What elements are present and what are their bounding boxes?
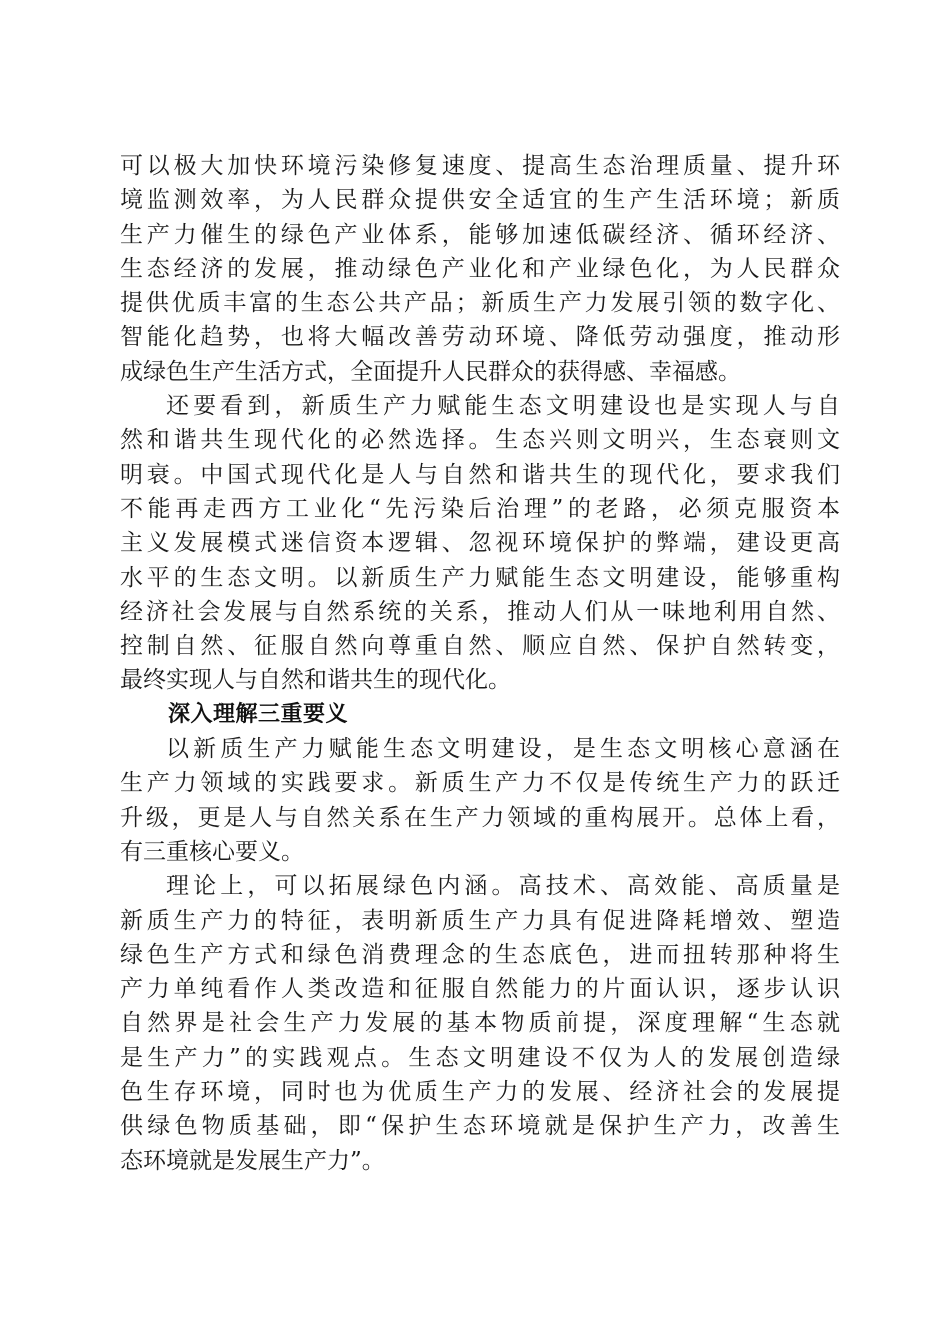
text-line: 经济社会发展与自然系统的关系，推动人们从一味地利用自然、 [120, 598, 840, 625]
text-line: 主义发展模式迷信资本逻辑、忽视环境保护的弊端，建设更高 [120, 530, 840, 557]
text-line: 有三重核心要义。 [120, 838, 304, 865]
text-line: 理论上，可以拓展绿色内涵。高技术、高效能、高质量是 [166, 873, 840, 900]
text-line: 成绿色生产生活方式，全面提升人民群众的获得感、幸福感。 [120, 358, 741, 385]
paragraph-2 [120, 389, 840, 698]
text-line: 最终实现人与自然和谐共生的现代化。 [120, 667, 511, 694]
text-line: 控制自然、征服自然向尊重自然、顺应自然、保护自然转变， [120, 633, 840, 660]
text-line: 生产力催生的绿色产业体系，能够加速低碳经济、循环经济、 [120, 221, 840, 248]
text-line: 产力单纯看作人类改造和征服自然能力的片面认识，逐步认识 [120, 976, 840, 1003]
paragraph-4 [120, 869, 840, 1178]
text-line: 明衰。中国式现代化是人与自然和谐共生的现代化，要求我们 [120, 461, 840, 488]
text-line: 升级，更是人与自然关系在生产力领域的重构展开。总体上看， [120, 804, 840, 831]
text-line: 然和谐共生现代化的必然选择。生态兴则文明兴，生态衰则文 [120, 427, 840, 454]
text-line: 新质生产力的特征，表明新质生产力具有促进降耗增效、塑造 [120, 907, 840, 934]
text-line: 生态经济的发展，推动绿色产业化和产业绿色化，为人民群众 [120, 255, 840, 282]
text-line: 智能化趋势，也将大幅改善劳动环境、降低劳动强度，推动形 [120, 324, 840, 351]
section-heading: 深入理解三重要义 [168, 701, 349, 727]
paragraph-3 [120, 732, 840, 869]
text-line: 不能再走西方工业化“先污染后治理”的老路，必须克服资本 [120, 495, 840, 522]
document-page [120, 149, 840, 1178]
text-line: 境监测效率，为人民群众提供安全适宜的生产生活环境；新质 [120, 187, 840, 214]
text-line: 提供优质丰富的生态公共产品；新质生产力发展引领的数字化、 [120, 290, 840, 317]
text-line: 供绿色物质基础，即“保护生态环境就是保护生产力，改善生 [120, 1113, 840, 1140]
text-line: 可以极大加快环境污染修复速度、提高生态治理质量、提升环 [120, 153, 840, 179]
text-line: 色生存环境，同时也为优质生产力的发展、经济社会的发展提 [120, 1079, 840, 1106]
text-line: 自然界是社会生产力发展的基本物质前提，深度理解“生态就 [120, 1010, 840, 1037]
text-line: 绿色生产方式和绿色消费理念的生态底色，进而扭转那种将生 [120, 941, 840, 968]
text-line: 水平的生态文明。以新质生产力赋能生态文明建设，能够重构 [120, 564, 840, 591]
paragraph-1 [120, 149, 840, 389]
text-line: 生产力领域的实践要求。新质生产力不仅是传统生产力的跃迁 [120, 770, 840, 797]
text-line: 态环境就是发展生产力”。 [120, 1147, 385, 1174]
text-line: 以新质生产力赋能生态文明建设，是生态文明核心意涵在 [166, 736, 840, 763]
text-line: 是生产力”的实践观点。生态文明建设不仅为人的发展创造绿 [120, 1044, 840, 1071]
text-line: 还要看到，新质生产力赋能生态文明建设也是实现人与自 [166, 393, 840, 420]
